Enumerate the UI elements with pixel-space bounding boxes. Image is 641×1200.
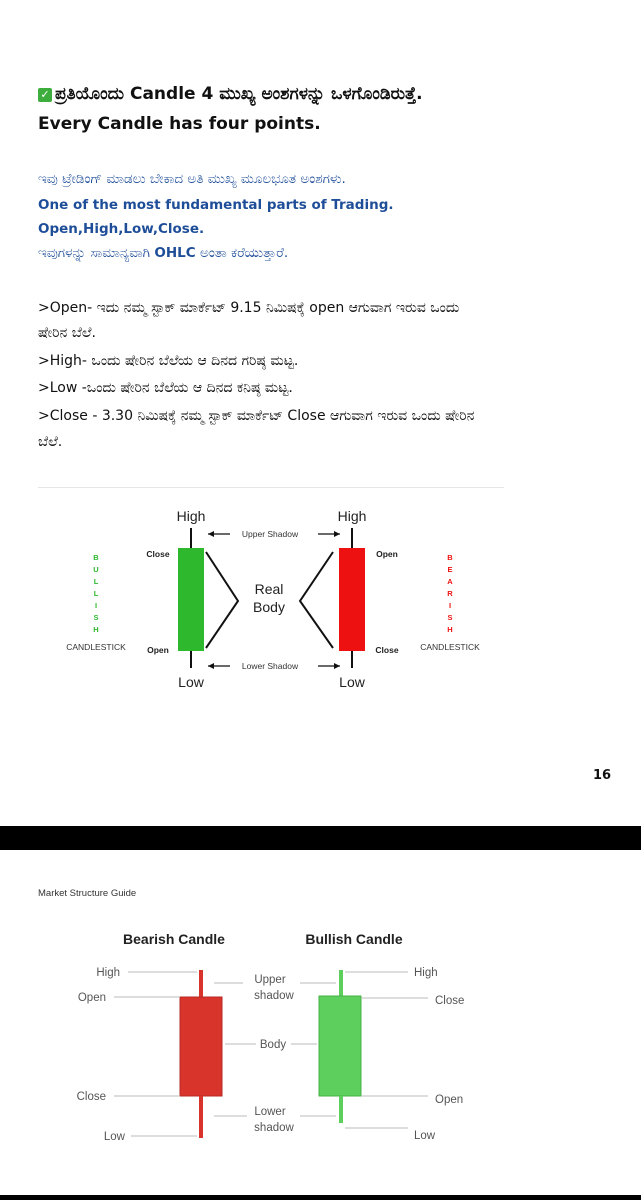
bottom-edge <box>0 1195 641 1200</box>
bearish-vertical-label <box>447 553 453 634</box>
close-definition-line-1: >Close - 3.30 ನಿಮಿಷಕ್ಕೆ ನಮ್ಮ ಸ್ಟಾಕ್ ಮಾರ್ಕೆಟ್ Close ಆಗುವಾಗ ಇರುವ ಒಂದು ಷೇರಿನ <box>38 408 475 424</box>
heading-kannada-text: ಪ್ರತಿಯೊಂದು Candle 4 ಮುಖ್ಯ ಅಂಶಗಳನ್ನು ಒಳಗೊಂಡಿರುತ್ತೆ. <box>55 84 423 104</box>
high-right-label: High <box>337 508 367 524</box>
bullish-letter: I <box>94 601 98 610</box>
bearish-body <box>339 548 365 651</box>
arrow-left-icon <box>208 663 214 669</box>
arrow-right-icon <box>334 663 340 669</box>
bearish-letter: A <box>447 577 453 586</box>
bearish-close-label: Close <box>76 1091 106 1103</box>
upper-shadow-label: Upper Shadow <box>241 529 299 539</box>
upper-shadow-label-line1: Upper <box>254 974 286 986</box>
bearish-letter: R <box>447 589 453 598</box>
bearish-letter: B <box>447 553 453 562</box>
page-separator <box>0 826 641 850</box>
heading-english: Every Candle has four points. <box>38 114 321 134</box>
bearish-letter: H <box>447 625 453 634</box>
real-body-bracket-right <box>300 552 333 648</box>
bullish-open-label: Open <box>147 645 169 655</box>
open-definition-line-2: ಷೇರಿನ ಬೆಲೆ. <box>38 325 96 341</box>
candlestick-right-label: CANDLESTICK <box>420 642 480 652</box>
arrow-left-icon <box>208 531 214 537</box>
low-left-label: Low <box>178 674 204 690</box>
bearish-bullish-candle-diagram <box>0 920 641 1150</box>
bearish-candle-title: Bearish Candle <box>123 931 225 947</box>
arrow-right-icon <box>334 531 340 537</box>
body-label: Body <box>259 1039 287 1051</box>
bullish-open-label: Open <box>435 1094 464 1106</box>
blue-line-kannada-1: ಇವು ಟ್ರೇಡಿಂಗ್ ಮಾಡಲು ಬೇಕಾದ ಅತಿ ಮುಖ್ಯ ಮೂಲಭೂತ ಅಂಶಗಳು. <box>38 171 346 187</box>
close-definition-line-2: ಬೆಲೆ. <box>38 434 63 450</box>
page-number: 16 <box>593 768 612 783</box>
lower-shadow-label-line2: shadow <box>254 1122 294 1134</box>
check-mark-icon: ✓ <box>38 88 52 102</box>
low-definition: >Low -ಒಂದು ಷೇರಿನ ಬೆಲೆಯ ಆ ದಿನದ ಕನಿಷ್ಠ ಮಟ್ಟ. <box>38 380 293 396</box>
upper-shadow-label-line2: shadow <box>254 990 294 1002</box>
open-definition-line-1: >Open- ಇದು ನಮ್ಮ ಸ್ಟಾಕ್ ಮಾರ್ಕೆಟ್ 9.15 ನಿಮಿಷಕ್ಕೆ open ಆಗುವಾಗ ಇರುವ ಒಂದು <box>38 300 460 316</box>
lower-shadow-label: Lower Shadow <box>241 661 299 671</box>
bullish-letter: S <box>93 613 99 622</box>
bearish-open-label: Open <box>376 549 398 559</box>
bearish-body <box>180 997 222 1096</box>
real-body-bracket-left <box>206 552 238 648</box>
candlestick-anatomy-diagram <box>0 490 641 700</box>
bullish-letter: U <box>93 565 99 574</box>
bullish-body <box>319 996 361 1096</box>
bullish-letter: H <box>93 625 99 634</box>
bearish-low-label: Low <box>103 1131 125 1143</box>
blue-line-english-1: One of the most fundamental parts of Trading. <box>38 197 394 213</box>
bearish-high-label: High <box>96 967 120 979</box>
bullish-close-label: Close <box>146 549 170 559</box>
lower-shadow-label-line1: Lower <box>254 1106 286 1118</box>
bullish-letter: L <box>93 577 99 586</box>
bearish-letter: S <box>447 613 453 622</box>
bearish-letter: I <box>448 601 452 610</box>
low-right-label: Low <box>339 674 365 690</box>
bullish-body <box>178 548 204 651</box>
bullish-close-label: Close <box>435 995 465 1007</box>
blue-line-kannada-2: ಇವುಗಳನ್ನು ಸಾಮಾನ್ಯವಾಗಿ OHLC ಅಂತಾ ಕರೆಯುತ್ತಾರೆ. <box>38 245 289 261</box>
bearish-letter: E <box>447 565 453 574</box>
high-definition: >High- ಒಂದು ಷೇರಿನ ಬೆಲೆಯ ಆ ದಿನದ ಗರಿಷ್ಠ ಮಟ್ಟ. <box>38 353 299 369</box>
bullish-vertical-label <box>93 553 99 634</box>
candlestick-left-label: CANDLESTICK <box>66 642 126 652</box>
real-body-label-line1: Real <box>254 581 284 597</box>
heading-kannada <box>38 84 423 104</box>
bullish-low-label: Low <box>414 1130 436 1142</box>
bullish-letter: B <box>93 553 99 562</box>
divider <box>38 487 504 488</box>
bearish-close-label: Close <box>375 645 399 655</box>
bullish-candle-title: Bullish Candle <box>305 931 403 947</box>
blue-line-english-2: Open,High,Low,Close. <box>38 221 205 237</box>
bearish-open-label: Open <box>77 992 106 1004</box>
page-header: Market Structure Guide <box>38 888 137 899</box>
real-body-label-line2: Body <box>253 599 285 615</box>
high-left-label: High <box>176 508 206 524</box>
bullish-high-label: High <box>414 967 438 979</box>
bullish-letter: L <box>93 589 99 598</box>
